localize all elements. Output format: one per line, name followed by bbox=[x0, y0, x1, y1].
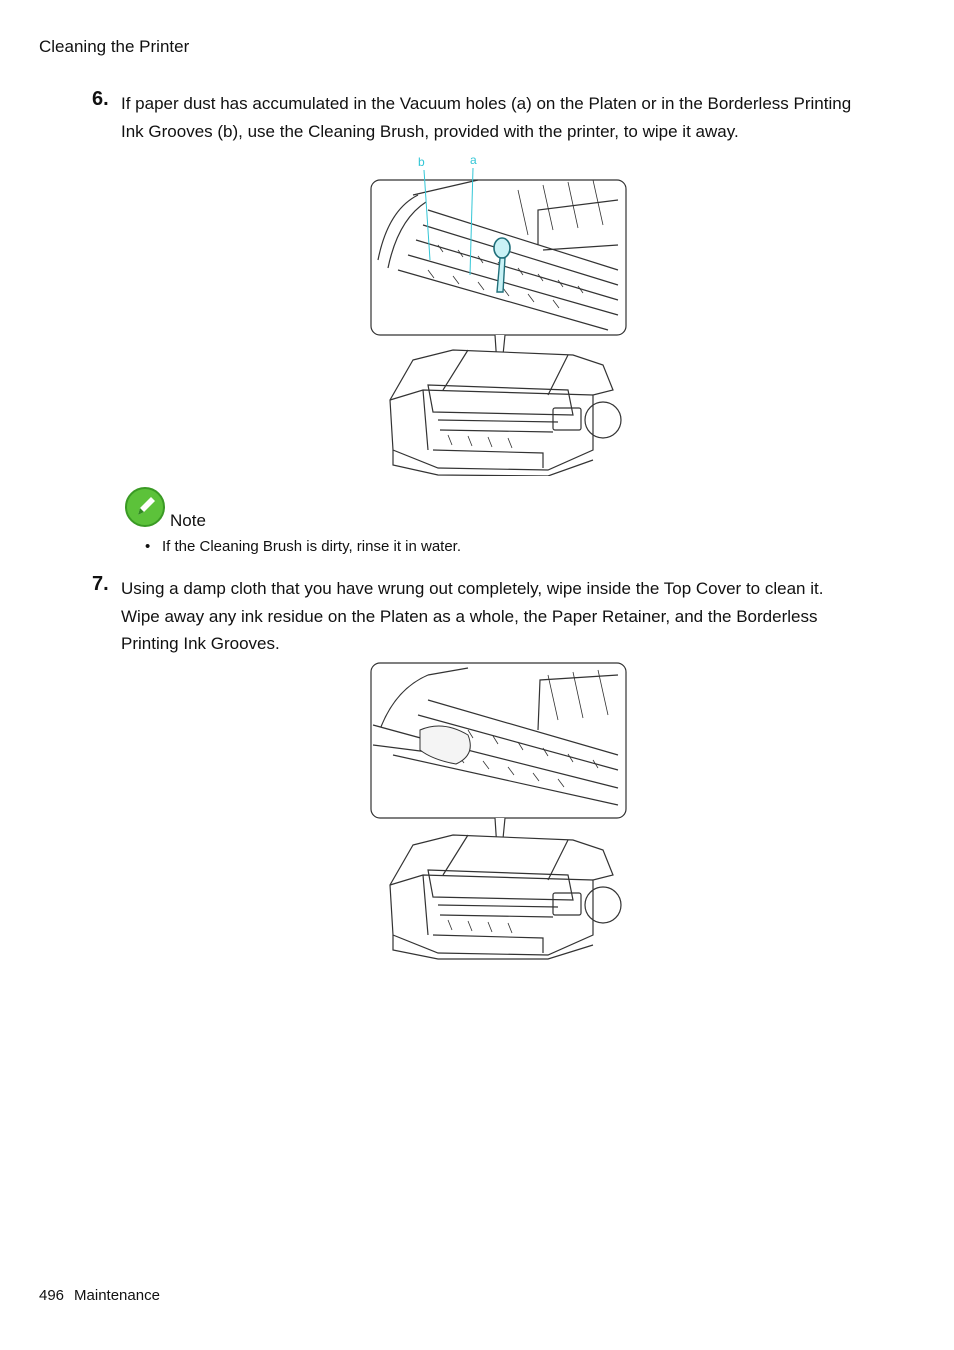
step-number: 7. bbox=[92, 573, 109, 595]
note-pencil-icon bbox=[124, 486, 166, 528]
note-item bbox=[145, 538, 461, 555]
figure-cleaning-brush bbox=[368, 150, 630, 476]
step-text-line: Using a damp cloth that you have wrung out completely, wipe inside the Top Cover to clean it. bbox=[121, 579, 824, 598]
step-text bbox=[121, 575, 891, 658]
page-header: Cleaning the Printer bbox=[39, 37, 190, 56]
step-number: 6. bbox=[92, 88, 109, 110]
step-text-line: Ink Grooves (b), use the Cleaning Brush, provided with the printer, to wipe it away. bbox=[121, 121, 739, 141]
callout-b: b bbox=[418, 155, 425, 169]
note-label: Note bbox=[170, 511, 206, 530]
note-item-text: If the Cleaning Brush is dirty, rinse it in water. bbox=[162, 538, 462, 555]
page-number: 496 bbox=[39, 1287, 65, 1304]
footer-chapter: Maintenance bbox=[74, 1287, 160, 1304]
cleaning-brush-icon bbox=[494, 238, 510, 258]
bullet-icon: • bbox=[145, 538, 151, 555]
step-text-line: If paper dust has accumulated in the Vacuum holes (a) on the Platen or in the Borderless Printing bbox=[121, 94, 852, 113]
step-text bbox=[121, 90, 891, 145]
callout-a: a bbox=[470, 153, 477, 167]
page-footer bbox=[39, 1287, 160, 1304]
step-text-line: Wipe away any ink residue on the Platen as a whole, the Paper Retainer, and the Borderless bbox=[121, 606, 818, 626]
figure-damp-cloth bbox=[368, 660, 630, 960]
step-text-line: Printing Ink Grooves. bbox=[121, 634, 280, 653]
